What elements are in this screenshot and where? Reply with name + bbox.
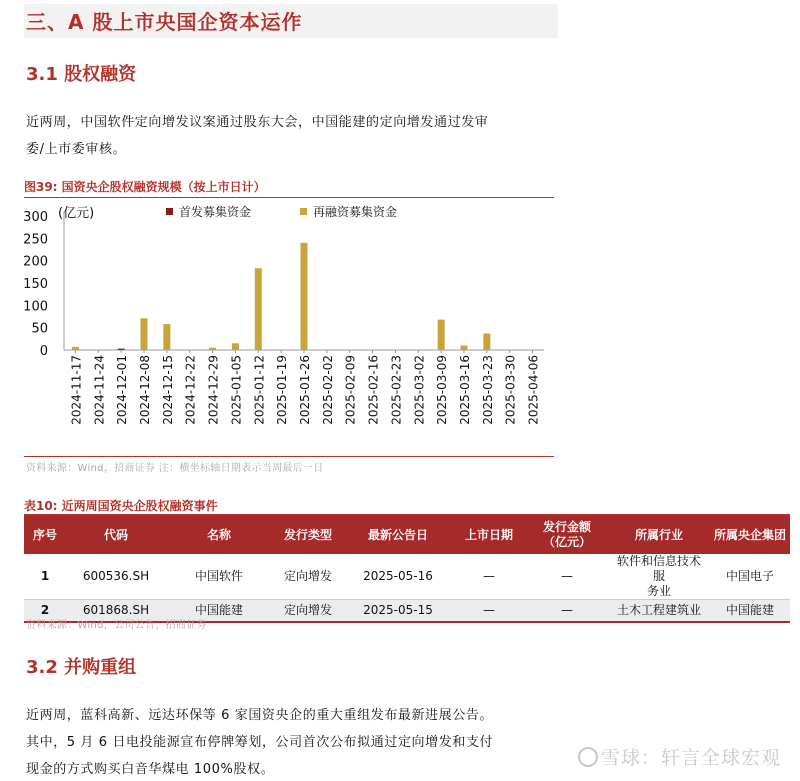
bar xyxy=(232,343,239,350)
header-code: 代码 xyxy=(66,516,166,554)
bar xyxy=(141,318,148,350)
section-banner xyxy=(24,4,558,38)
header-group: 所属央企集团 xyxy=(710,516,790,554)
figure-source: 资料来源：Wind，招商证券 注：横坐标轴日期表示当周最后一日 xyxy=(26,463,324,474)
x-tick-label: 2025-03-30 xyxy=(503,355,518,425)
cell-type: 定向增发 xyxy=(272,600,344,622)
header-amount xyxy=(526,516,608,554)
figure-caption-rule xyxy=(24,197,554,198)
y-tick-label: 200 xyxy=(23,254,48,270)
cell-industry: 土木工程建筑业 xyxy=(608,600,710,622)
header-amount-unit: （亿元） xyxy=(542,535,591,549)
x-tick-label: 2025-03-02 xyxy=(412,355,427,425)
cell-date: 2025-05-15 xyxy=(344,600,452,622)
mna-paragraph-line: 近两周，蓝科高新、远达环保等 6 家国资央企的重大重组发布最新进展公告。 xyxy=(26,708,494,723)
cell-industry-line: 软件和信息技术服 xyxy=(616,554,701,583)
equity-heading: 3.1 股权融资 xyxy=(26,64,137,85)
x-tick-label: 2024-12-15 xyxy=(160,355,175,425)
equity-paragraph-line: 近两周，中国软件定向增发议案通过股东大会，中国能建的定向增发通过发审 xyxy=(26,115,489,130)
mna-heading: 3.2 并购重组 xyxy=(26,657,137,678)
table-source: 资料来源：Wind，公司公告，招商证券 xyxy=(26,620,207,631)
watermark-text: 雪球：轩言全球宏观 xyxy=(601,747,782,769)
cell-seq: 1 xyxy=(24,554,66,600)
bar xyxy=(163,324,170,350)
financing-events-table xyxy=(24,516,790,623)
bar xyxy=(438,320,445,350)
bar xyxy=(209,348,216,350)
cell-industry-line: 务业 xyxy=(646,584,671,598)
mna-paragraph xyxy=(26,702,566,781)
y-tick-label: 0 xyxy=(39,344,48,359)
watermark xyxy=(578,743,781,770)
equity-financing-chart xyxy=(0,200,560,458)
header-industry: 所属行业 xyxy=(608,516,710,554)
table-caption: 表10: 近两周国资央企股权融资事件 xyxy=(24,499,218,513)
cell-list-date: — xyxy=(452,554,526,600)
table-header-row xyxy=(24,516,790,554)
header-name: 名称 xyxy=(166,516,272,554)
bar xyxy=(461,346,468,350)
equity-paragraph xyxy=(26,109,566,163)
cell-group: 中国电子 xyxy=(710,554,790,600)
bar xyxy=(301,243,308,350)
x-tick-label: 2025-01-26 xyxy=(298,355,312,425)
x-tick-label: 2025-01-19 xyxy=(275,355,290,425)
y-tick-label: 300 xyxy=(23,210,48,225)
header-amount-line: 发行金额 xyxy=(542,520,591,534)
cell-amount: — xyxy=(526,554,608,600)
x-tick-label: 2025-01-12 xyxy=(252,355,267,425)
x-tick-label: 2025-02-23 xyxy=(389,355,404,425)
y-tick-label: 100 xyxy=(23,299,48,315)
section-title: 三、A 股上市央国企资本运作 xyxy=(26,10,303,34)
bar xyxy=(255,268,262,350)
cell-date: 2025-05-16 xyxy=(344,554,452,600)
x-tick-label: 2025-02-09 xyxy=(343,355,358,425)
cell-group: 中国能建 xyxy=(710,600,790,622)
table-row xyxy=(24,554,790,600)
header-list-date: 上市日期 xyxy=(452,516,526,554)
x-tick-label: 2025-04-06 xyxy=(526,355,541,425)
cell-type: 定向增发 xyxy=(272,554,344,600)
y-tick-label: 50 xyxy=(31,321,48,337)
x-tick-label: 2024-12-29 xyxy=(206,355,221,425)
bar xyxy=(483,333,490,350)
mna-paragraph-line: 其中，5 月 6 日电投能源宣布停牌筹划，公司首次公布拟通过定向增发和支付 xyxy=(26,735,494,750)
x-tick-label: 2025-03-23 xyxy=(480,355,495,425)
bar xyxy=(118,349,125,350)
x-tick-label: 2024-12-08 xyxy=(138,355,152,425)
x-tick-label: 2024-11-24 xyxy=(92,355,107,425)
cell-seq: 2 xyxy=(24,600,66,622)
header-date: 最新公告日 xyxy=(344,516,452,554)
xueqiu-logo-icon xyxy=(578,747,598,767)
legend-label: 首发募集资金 xyxy=(179,205,252,219)
legend-swatch xyxy=(166,208,173,215)
cell-name: 中国软件 xyxy=(166,554,272,600)
y-unit-label: (亿元) xyxy=(58,206,95,221)
x-tick-label: 2025-02-16 xyxy=(366,355,381,425)
figure-bottom-rule xyxy=(24,456,554,457)
header-seq: 序号 xyxy=(24,516,66,554)
x-tick-label: 2025-03-09 xyxy=(435,354,450,425)
legend-label: 再融资募集资金 xyxy=(313,205,398,219)
x-tick-label: 2025-01-05 xyxy=(229,355,244,425)
header-type: 发行类型 xyxy=(272,516,344,554)
equity-paragraph-line: 委/上市委审核。 xyxy=(26,142,127,157)
cell-code: 601868.SH xyxy=(66,600,166,622)
figure-caption: 图39: 国资央企股权融资规模（按上市日计） xyxy=(24,180,266,194)
cell-name: 中国能建 xyxy=(166,600,272,622)
cell-list-date: — xyxy=(452,600,526,622)
x-tick-label: 2024-11-17 xyxy=(69,355,84,425)
x-tick-label: 2025-02-02 xyxy=(320,355,335,425)
bar xyxy=(72,347,79,350)
x-tick-label: 2024-12-01 xyxy=(115,355,130,425)
cell-amount: — xyxy=(526,600,608,622)
legend-swatch xyxy=(300,208,307,215)
y-tick-label: 150 xyxy=(23,277,48,292)
cell-industry xyxy=(608,554,710,600)
x-tick-label: 2025-03-16 xyxy=(458,355,472,425)
x-tick-label: 2024-12-22 xyxy=(183,355,198,425)
cell-code: 600536.SH xyxy=(66,554,166,600)
mna-paragraph-line: 现金的方式购买白音华煤电 100%股权。 xyxy=(26,762,275,777)
y-tick-label: 250 xyxy=(23,232,48,248)
